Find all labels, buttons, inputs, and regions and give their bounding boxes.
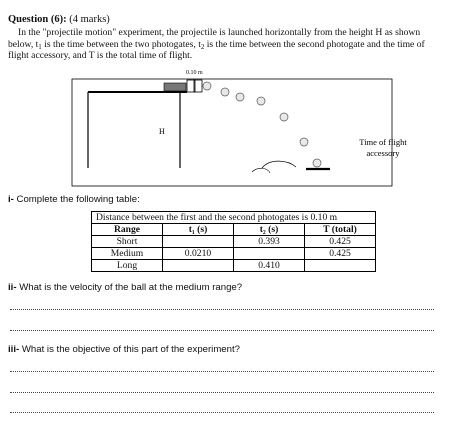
sub-2: 2 <box>200 42 205 51</box>
ball <box>313 159 321 167</box>
answer-line[interactable] <box>10 412 434 413</box>
distance-label: 0.10 m <box>186 70 203 76</box>
question-marks: (4 marks) <box>69 14 110 25</box>
table-row <box>92 248 376 260</box>
cell[interactable] <box>305 260 376 272</box>
answer-line[interactable] <box>10 330 434 331</box>
question-text-line2c: is the time between the second photogate and the time of <box>204 38 425 50</box>
cell: 0.425 <box>305 248 376 260</box>
cell[interactable] <box>163 236 234 248</box>
cell: Long <box>92 260 163 272</box>
part-iii-text: What is the objective of this part of the experiment? <box>21 344 240 355</box>
cell: 0.0210 <box>163 248 234 260</box>
header-t1: t₁ (s) <box>163 224 234 236</box>
ball <box>280 113 288 121</box>
answer-line[interactable] <box>10 309 434 310</box>
accessory-label-line2: accessory <box>366 148 400 158</box>
header-range: Range <box>92 224 163 236</box>
diagram-frame <box>72 79 392 186</box>
part-ii-text: What is the velocity of the ball at the medium range? <box>19 282 243 293</box>
part-ii <box>8 282 242 293</box>
question-text-line2b: is the time between the two photogates, t <box>41 38 201 50</box>
cell: 0.410 <box>234 260 305 272</box>
part-i-label: i- <box>8 194 14 205</box>
question-text-line3: flight accessory, and T is the total time of flight. <box>8 50 193 61</box>
answer-line[interactable] <box>10 392 434 393</box>
question-title: Question (6): <box>8 14 67 25</box>
ball <box>203 82 211 90</box>
ball <box>300 138 308 146</box>
header-total: T (total) <box>305 224 376 236</box>
part-ii-label: ii- <box>8 282 17 293</box>
results-table <box>91 211 376 272</box>
floor-curve <box>252 168 270 173</box>
cell: 0.425 <box>305 236 376 248</box>
accessory-label-line1: Time of flight <box>359 137 407 147</box>
cell[interactable] <box>234 248 305 260</box>
cell: Short <box>92 236 163 248</box>
part-i <box>8 194 140 205</box>
part-iii-label: iii- <box>8 344 20 355</box>
part-i-text: Complete the following table: <box>16 194 140 205</box>
table-row <box>92 260 376 272</box>
ball-trajectory <box>203 82 321 167</box>
part-iii <box>8 344 240 355</box>
ball <box>236 93 244 101</box>
cell: 0.393 <box>234 236 305 248</box>
floor-curve <box>262 161 296 168</box>
table-caption: Distance between the first and the second photogates is 0.10 m <box>92 212 376 224</box>
header-t2: t₂ (s) <box>234 224 305 236</box>
cell: Medium <box>92 248 163 260</box>
height-label: H <box>159 127 165 136</box>
question-text-line1: In the "projectile motion" experiment, the projectile is launched horizontally from the height H as shown <box>18 27 421 38</box>
ball <box>257 97 265 105</box>
ball <box>221 88 229 96</box>
table-row <box>92 236 376 248</box>
launcher <box>164 83 186 91</box>
question-text-line2a: below, t <box>8 38 39 50</box>
answer-line[interactable] <box>10 371 434 372</box>
sub-1: 1 <box>38 42 42 51</box>
cell[interactable] <box>163 260 234 272</box>
